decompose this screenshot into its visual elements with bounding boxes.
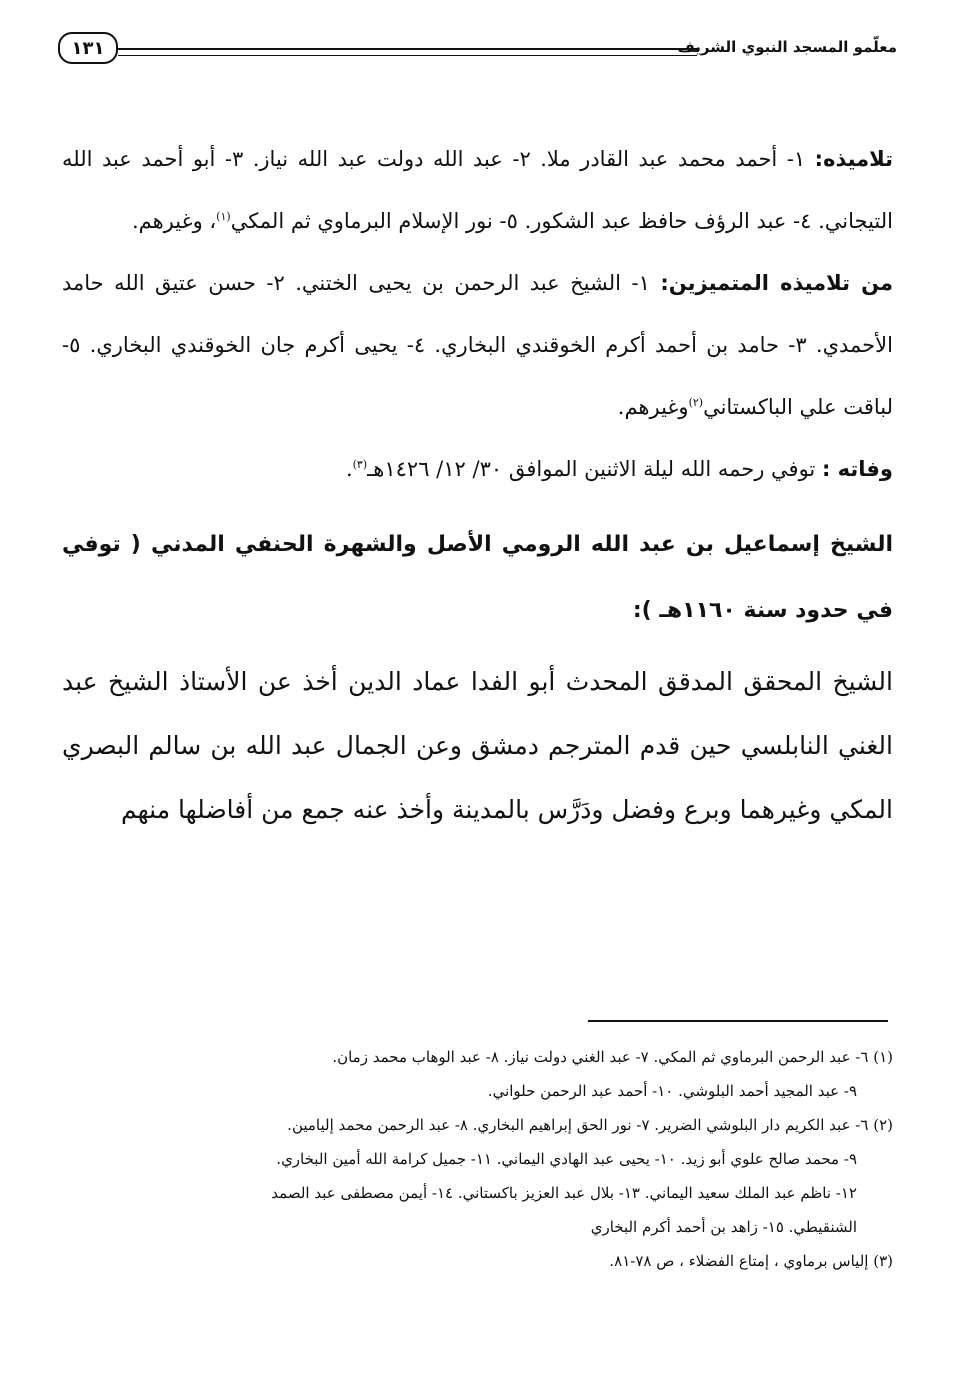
footnote-line <box>62 1108 893 1142</box>
footnote-text: ٦- عبد الرحمن البرماوي ثم المكي. ٧- عبد الغني دولت نياز. ٨- عبد الوهاب محمد زمان. <box>332 1048 869 1066</box>
footnote-separator <box>588 1020 888 1022</box>
footnote-marker: (١) <box>873 1048 893 1066</box>
death-label: وفاته : <box>821 457 893 481</box>
distinguished-text-end: وغيرهم. <box>617 395 689 419</box>
header-rule <box>118 48 697 56</box>
students-label: تلاميذه: <box>814 147 894 171</box>
footnote-ref-3[interactable]: (٣) <box>352 458 368 471</box>
distinguished-paragraph <box>62 252 893 438</box>
footnote-ref-2[interactable]: (٢) <box>688 396 704 409</box>
students-text-end: ، وغيرهم. <box>131 209 217 233</box>
footnote-line <box>62 1040 893 1074</box>
page-header <box>58 30 897 78</box>
page-number: ١٣١ <box>58 32 118 64</box>
footnotes <box>62 1040 893 1278</box>
running-title: معلّمو المسجد النبوي الشريف <box>677 38 897 56</box>
footnote-line <box>62 1244 893 1278</box>
section-heading: الشيخ إسماعيل بن عبد الله الرومي الأصل والشهرة الحنفي المدني ( توفي في حدود سنة ١١٦٠هـ ): <box>62 532 893 623</box>
footnote-text: ٦- عبد الكريم دار البلوشي الضرير. ٧- نور الحق إبراهيم البخاري. ٨- عبد الرحمن محمد إليامين. <box>287 1116 869 1134</box>
footnote-marker: (٣) <box>873 1252 893 1270</box>
footnote-2 <box>62 1108 893 1244</box>
death-paragraph <box>62 438 893 500</box>
footnote-line: ٩- عبد المجيد أحمد البلوشي. ١٠- أحمد عبد الرحمن حلواني. <box>487 1082 857 1100</box>
footnote-3 <box>62 1244 893 1278</box>
main-text <box>62 128 893 842</box>
footnote-text: إلياس برماوي ، إمتاع الفضلاء ، ص ٧٨-٨١. <box>609 1252 869 1270</box>
students-text: ١- أحمد محمد عبد القادر ملا. ٢- عبد الله دولت عبد الله نياز. ٣- أبو أحمد عبد الله التيجاني. ٤- عبد الرؤف حافظ عبد الشكور. ٥- نور الإسلام البرماوي ثم المكي <box>62 147 893 233</box>
footnote-line: الشنقيطي. ١٥- زاهد بن أحمد أكرم البخاري <box>590 1218 857 1236</box>
footnote-marker: (٢) <box>873 1116 893 1134</box>
footnote-ref-1[interactable]: (١) <box>216 210 231 223</box>
section-body: الشيخ المحقق المدقق المحدث أبو الفدا عماد الدين أخذ عن الأستاذ الشيخ عبد الغني النابلسي حين قدم المترجم دمشق وعن الجمال عبد الله بن سالم البصري المكي وغيرهما وبرع وفضل ودَرَّس بالمدينة وأخذ عنه جمع من أفاضلها منهم <box>62 667 893 824</box>
death-text: توفي رحمه الله ليلة الاثنين الموافق ٣٠/ ١٢/ ١٤٢٦هـ <box>367 457 816 481</box>
footnote-1 <box>62 1040 893 1108</box>
distinguished-label: من تلاميذه المتميزين: <box>660 271 894 295</box>
death-text-end: . <box>345 457 353 481</box>
distinguished-text: ١- الشيخ عبد الرحمن بن يحيى الختني. ٢- حسن عتيق الله حامد الأحمدي. ٣- حامد بن أحمد أكرم الخوقندي البخاري. ٤- يحيى أكرم جان الخوقندي البخاري. ٥- لباقت علي الباكستاني <box>62 271 893 419</box>
footnote-line: ١٢- ناظم عبد الملك سعيد اليماني. ١٣- بلال عبد العزيز باكستاني. ١٤- أيمن مصطفى عبد الصمد <box>271 1184 857 1202</box>
students-paragraph <box>62 128 893 252</box>
footnote-line: ٩- محمد صالح علوي أبو زيد. ١٠- يحيى عبد الهادي اليماني. ١١- جميل كرامة الله أمين البخاري. <box>276 1150 857 1168</box>
